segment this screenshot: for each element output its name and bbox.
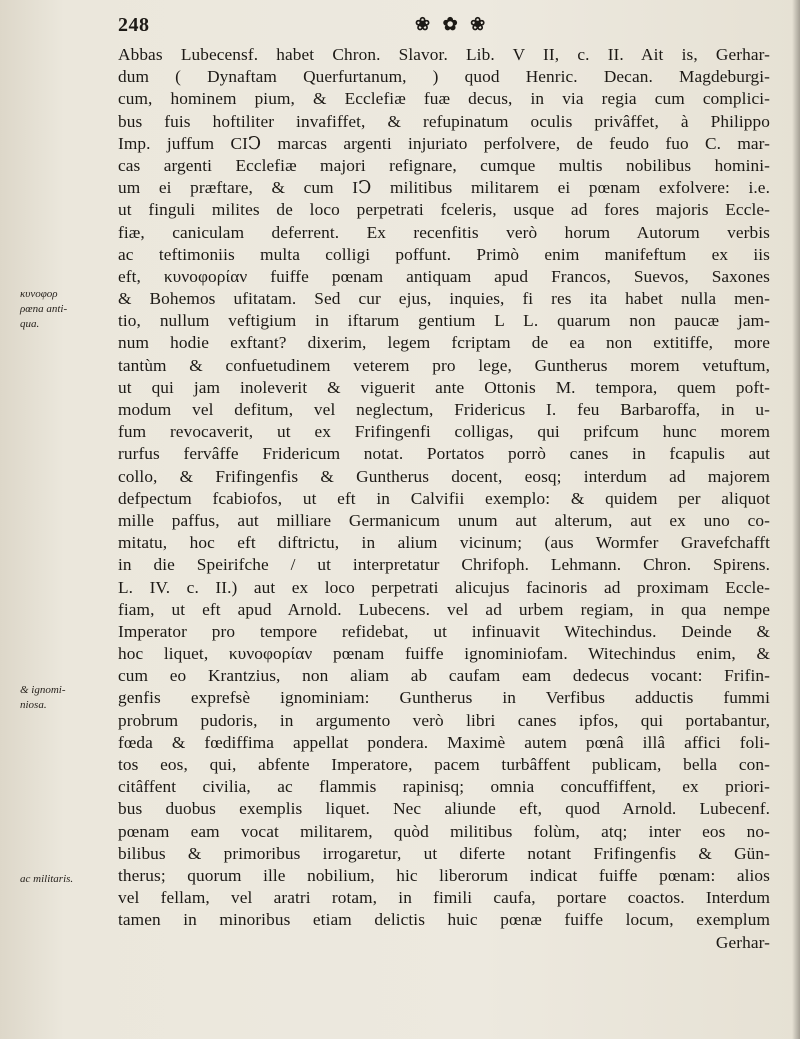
text-line: defpectum fcabiofos, ut eft in Calvifii exemplo: & quidem per aliquot [118,488,770,508]
text-line: ac teftimoniis multa colligi poffunt. Primò enim manifeftum ex iis [118,244,770,264]
text-line: ut finguli milites de loco perpetrati fceleris, usque ad fores majoris Eccle- [118,200,770,220]
text-line: in die Speirifche / ut interpretatur Chrifoph. Lehmann. Chron. Spirens. [118,555,770,575]
page-number: 248 [118,14,150,36]
text-line: bus fuis hoftiliter invafiffet, & refupinatum oculis privâffet, à Philippo [118,111,770,131]
margin-notes [0,0,110,1039]
text-line: bilibus & primoribus irrogaretur, ut diferte notant Frifingenfis & Gün- [118,843,770,863]
text-line: eft, κυνοφορίαν fuiffe pœnam antiquam apud Francos, Suevos, Saxones [118,266,770,286]
body-text [118,44,770,954]
text-line: & Bohemos ufitatam. Sed cur ejus, inquies, fi res ita habet nulla men- [118,289,770,309]
text-line: Imperator pro tempore refidebat, ut infinuavit Witechindus. Deinde & [118,621,770,641]
text-line: bus duobus exemplis liquet. Nec aliunde eft, quod Arnold. Lubecenf. [118,799,770,819]
text-line: vel fellam, vel aratri rotam, in fimili caufa, portare coactos. Interdum [118,888,770,908]
text-line: rurfus fervâffe Fridericum notat. Portatos porrò canes in fcapulis aut [118,444,770,464]
text-line: modum vel defitum, vel neglectum, Fridericus I. feu Barbaroffa, in u- [118,400,770,419]
margin-note-ignominiosa: & ignomi- niosa. [20,684,66,711]
text-line: probrum pudoris, in argumento verò libri canes ipfos, qui portabantur, [118,710,770,730]
text-line: L. IV. c. II.) aut ex loco perpetrati alicujus facinoris ad proximam Eccle- [118,577,770,597]
text-line: Abbas Lubecensf. habet Chron. Slavor. Lib. V II, c. II. Ait is, Gerhar- [118,45,770,64]
text-line: pœnam eam vocat militarem, quòd militibus folùm, atq; inter eos no- [118,821,770,841]
text-line: ut qui jam inoleverit & viguerit ante Ottonis M. tempora, quem poft- [118,377,770,397]
text-line: dum ( Dynaftam Querfurtanum, ) quod Henric. Decan. Magdeburgi- [118,67,770,87]
text-line: um ei præftare, & cum IↃ militibus militarem ei pœnam exfolvere: i.e. [118,178,770,198]
text-line: cum eo Krantzius, non aliam ab caufam eam dedecus vocant: Frifin- [118,666,770,686]
margin-note-kynophoria: κυνοφορ ρœna anti- qua. [20,288,68,330]
text-line: tio, nullum veftigium in iftarum gentium L L. quarum non paucæ jam- [118,311,770,331]
text-line: Gerhar- [715,932,770,952]
text-line: genfis exprefsè ignominiam: Guntherus in Verfibus adductis fummi [118,688,770,708]
text-line: cum, hominem pium, & Ecclefiæ fuæ decus, in via regia cum complici- [118,89,770,109]
header-ornament: ❀ ✿ ❀ [415,14,490,34]
text-line: num hodie exftant? dixerim, legem fcriptam de ea non extitiffe, more [118,333,770,353]
text-line: fœda & fœdiffima appellat pondera. Maximè autem pœnâ illâ affici foli- [118,732,770,752]
text-line: mille paffus, aut milliare Germanicum unum aut alterum, aut ex uno co- [118,510,770,530]
text-line: tamen in minoribus etiam delictis huic pœnæ fuiffe locum, exemplum [118,910,770,930]
text-line: fiam, ut eft apud Arnold. Lubecens. vel ad urbem regiam, in qua nempe [118,599,770,619]
text-line: therus; quorum ille nobilium, hic liberorum indicat fuiffe pœnam: alios [118,865,770,885]
text-line: collo, & Frifingenfis & Guntherus docent, eosq; interdum ad majorem [118,466,770,486]
text-line: Imp. juffum CIↃ marcas argenti injuriato perfolvere, de feudo fuo C. mar- [118,133,770,153]
text-line: cas argenti Ecclefiæ majori refignare, cumque multis nobilibus homini- [118,155,770,175]
text-line: tos eos, qui, abfente Imperatore, pacem turbâffent publicam, bella con- [118,755,770,774]
text-line: fiæ, caniculam deferrent. Ex recenfitis verò horum Autorum verbis [118,222,770,242]
text-line: tantùm & confuetudinem veterem pro lege, Guntherus morem vetuftum, [118,355,770,375]
margin-note-militaris: ac militaris. [20,873,74,885]
text-line: fum revocaverit, ut ex Frifingenfi colligas, qui prifcum hunc morem [118,422,770,442]
text-line: hoc liquet, κυνοφορίαν pœnam fuiffe ignominiofam. Witechindus enim, & [118,644,770,664]
text-line: citâffent civilia, ac flammis rapinisq; omnia concuffiffent, ex priori- [118,777,770,797]
text-line: mitatu, hoc eft diftrictu, in alium vicinum; (aus Wormfer Gravefchafft [118,533,770,553]
